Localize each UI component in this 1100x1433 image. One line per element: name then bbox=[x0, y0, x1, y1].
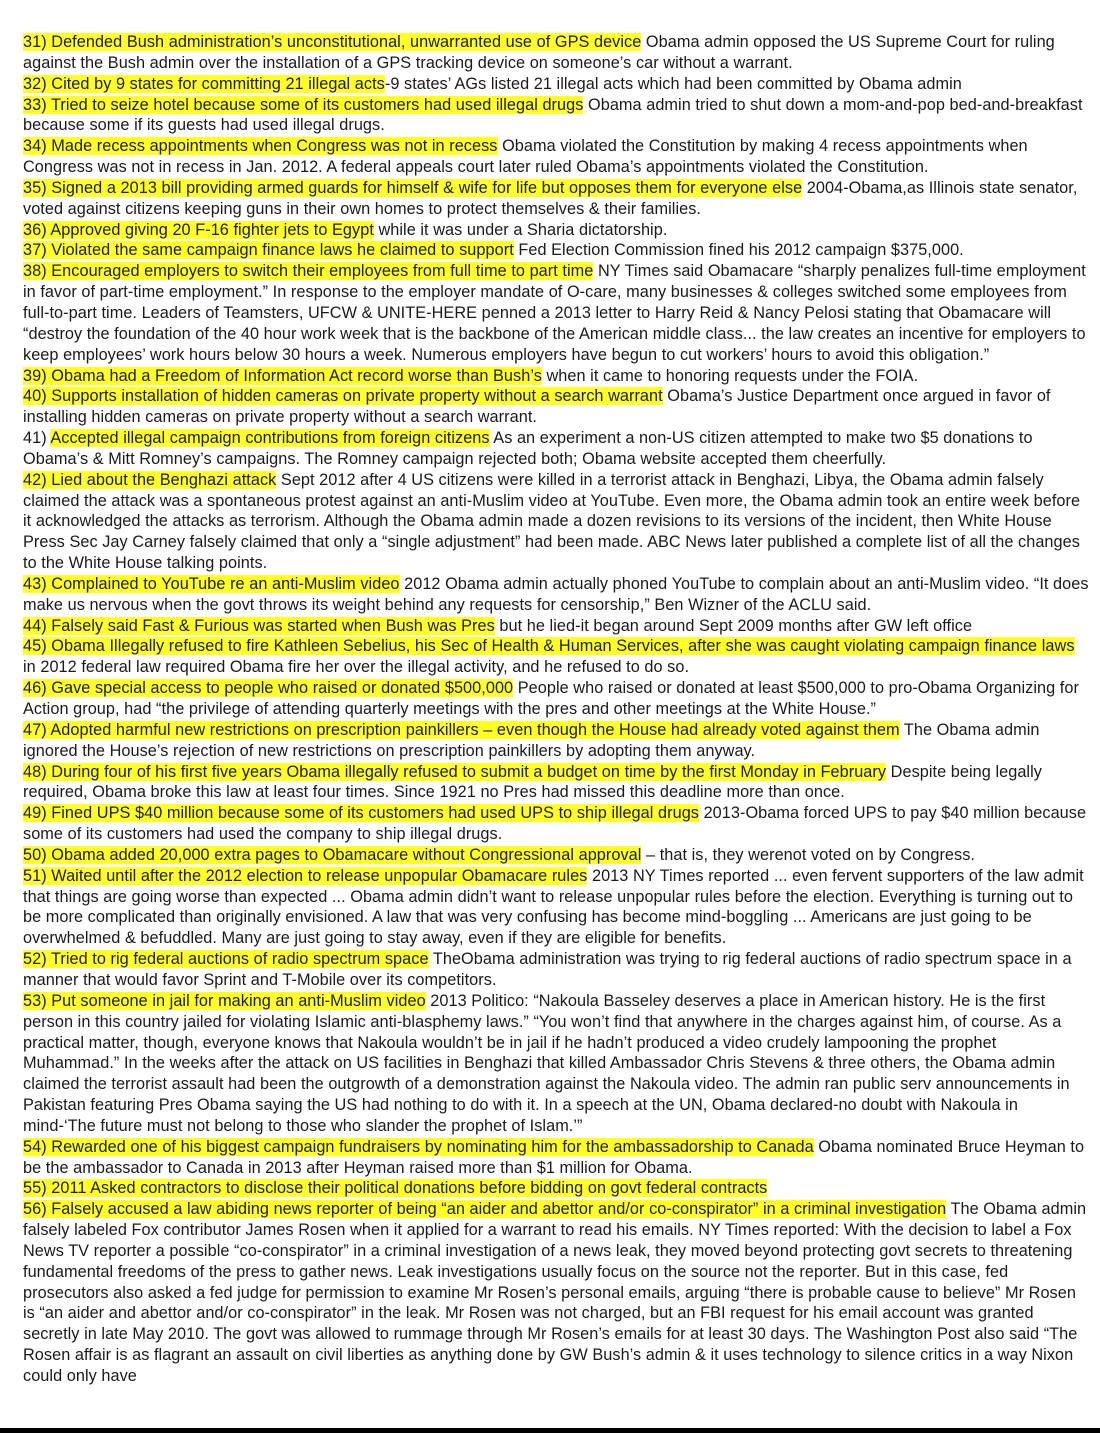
item-body-text: -9 states’ AGs listed 21 illegal acts which had been committed by Obama admin bbox=[384, 74, 962, 93]
item-body-text: Obama admin opposed the US Supreme Court for ruling against the Bush admin over the installation of a GPS tracking device on someone’s car without a warrant. bbox=[23, 33, 1055, 72]
item-headline-highlight: 52) Tried to rig federal auctions of radio spectrum space bbox=[23, 950, 429, 969]
item-headline-highlight: 45) Obama Illegally refused to fire Kathleen Sebelius, his Sec of Health & Human Services, after she was caught violating campaign finance laws bbox=[23, 637, 1075, 656]
list-item bbox=[23, 470, 1089, 574]
item-body-text: – that is, they werenot voted on by Congress. bbox=[641, 845, 975, 864]
item-body-text: while it was under a Sharia dictatorship. bbox=[373, 220, 668, 239]
list-item bbox=[23, 220, 1089, 241]
item-headline-highlight: 31) Defended Bush administration’s unconstitutional, unwarranted use of GPS device bbox=[23, 33, 642, 51]
item-body-text: 2004-Obama,as Illinois state senator, voted against citizens keeping guns in their own homes to protect themselves & their families. bbox=[23, 178, 1078, 218]
item-headline-highlight: 37) Violated the same campaign finance laws he claimed to support bbox=[23, 241, 514, 260]
item-headline-highlight: 46) Gave special access to people who raised or donated $500,000 bbox=[23, 679, 514, 698]
item-body-text: in 2012 federal law required Obama fire her over the illegal activity, and he refused to do so. bbox=[23, 658, 690, 677]
item-body-text: People who raised or donated at least $500,000 to pro-Obama Organizing for Action group, had “the privilege of attending quarterly meetings with the pres and other meetings at the White House.” bbox=[23, 679, 1079, 718]
list-item bbox=[23, 949, 1089, 991]
list-item bbox=[23, 178, 1089, 220]
list-item bbox=[23, 261, 1089, 365]
item-body-text: As an experiment a non-US citizen attempted to make two $5 donations to Obama’s & Mitt Romney’s campaigns. The Romney campaign rejected both; Obama website accepted them cheerfully. bbox=[23, 429, 1033, 468]
list-item bbox=[23, 720, 1089, 762]
list-item bbox=[23, 1199, 1089, 1387]
item-body-text: Fed Election Commission fined his 2012 campaign $375,000. bbox=[513, 241, 964, 260]
bottom-border bbox=[0, 1428, 1100, 1433]
item-body-text: 2013-Obama forced UPS to pay $40 million because some of its customers had used the company to ship illegal drugs. bbox=[23, 804, 1087, 844]
item-body-text: TheObama administration was trying to rig federal auctions of radio spectrum space in a manner that would favor Sprint and T-Mobile over its competitors. bbox=[23, 950, 1072, 989]
list-item bbox=[23, 428, 1089, 470]
item-headline-highlight: 34) Made recess appointments when Congress was not in recess bbox=[23, 137, 498, 156]
item-body-text: Obama violated the Constitution by making 4 recess appointments when Congress was not in recess in Jan. 2012. A federal appeals court later ruled Obama’s appointments violated the Constitution. bbox=[23, 137, 1028, 177]
item-headline-highlight: Accepted illegal campaign contributions from foreign citizens bbox=[50, 429, 490, 448]
item-headline-highlight: 48) During four of his first five years Obama illegally refused to submit a budget on time by the first Monday in February bbox=[23, 762, 887, 781]
item-headline-highlight: 55) 2011 Asked contractors to disclose their political donations before bidding on govt federal contracts bbox=[23, 1179, 768, 1198]
list-item bbox=[23, 240, 1089, 261]
item-body-text: NY Times said Obamacare “sharply penalizes full-time employment in favor of part-time employment.” In response to the employer mandate of O-care, many businesses & colleges switched some employees from full-to-part time. Leaders of Teamsters, UFCW & UNITE-HERE penned a 2013 letter to Harry Reid & Nancy Pelosi stating that Obamacare will “destroy the foundation of the 40 hour work week that is the backbone of the American middle class... the law creates an incentive for employers to keep employees’ work hours below 30 hours a week. Numerous employers have begun to cut workers’ hours to avoid this obligation.” bbox=[23, 262, 1086, 364]
list-item bbox=[23, 136, 1089, 178]
list-item bbox=[23, 74, 1089, 95]
item-body-text: The Obama admin ignored the House’s rejection of new restrictions on prescription painkillers by adopting them anyway. bbox=[23, 720, 1040, 760]
item-headline-highlight: 43) Complained to YouTube re an anti-Muslim video bbox=[23, 574, 400, 593]
item-headline-highlight: 53) Put someone in jail for making an anti-Muslim video bbox=[23, 991, 426, 1010]
item-headline-highlight: 40) Supports installation of hidden cameras on private property without a search warrant bbox=[23, 387, 663, 406]
item-body-text: Despite being legally required, Obama broke this law at least four times. Since 1921 no Pres had missed this deadline more than once. bbox=[23, 762, 1042, 802]
list-item bbox=[23, 32, 1089, 74]
item-body-text: but he lied-it began around Sept 2009 months after GW left office bbox=[494, 616, 973, 635]
list-item bbox=[23, 95, 1089, 137]
item-body-text: Obama admin tried to shut down a mom-and-pop bed-and-breakfast because some if its guests had used illegal drugs. bbox=[23, 95, 1083, 135]
document-body bbox=[23, 32, 1089, 1387]
item-headline-highlight: 49) Fined UPS $40 million because some of its customers had used UPS to ship illegal drugs bbox=[23, 804, 699, 823]
item-headline-highlight: 51) Waited until after the 2012 election to release unpopular Obamacare rules bbox=[23, 866, 588, 885]
item-body-text: 2013 Politico: “Nakoula Basseley deserves a place in American history. He is the first person in this country jailed for violating Islamic anti-blasphemy laws.” “You won’t find that anywhere in the charges against him, of course. As a practical matter, though, everyone knows that Nakoula wouldn’t be in jail if he hadn’t produced a video crudely lampooning the prophet Muhammad.” In the weeks after the attack on US facilities in Benghazi that killed Ambassador Chris Stevens & three others, the Obama admin claimed the terrorist assault had been the outgrowth of a demonstration against the Nakoula video. The admin ran public serv announcements in Pakistan featuring Pres Obama saying the US had nothing to do with it. In a speech at the UN, Obama declared-no doubt with Nakoula in mind-‘The future must not belong to those who slander the prophet of Islam.’” bbox=[23, 991, 1070, 1135]
item-headline-highlight: 38) Encouraged employers to switch their employees from full time to part time bbox=[23, 262, 594, 281]
item-headline-highlight: 44) Falsely said Fast & Furious was started when Bush was Pres bbox=[23, 616, 495, 635]
list-item bbox=[23, 866, 1089, 949]
item-headline-highlight: 56) Falsely accused a law abiding news reporter of being “an aider and abettor and/or co-conspirator” in a criminal investigation bbox=[23, 1200, 947, 1219]
item-headline-highlight: 42) Lied about the Benghazi attack bbox=[23, 470, 277, 489]
item-headline-highlight: 32) Cited by 9 states for committing 21 illegal acts bbox=[23, 74, 385, 93]
list-item bbox=[23, 366, 1089, 387]
item-body-text: 2013 NY Times reported ... even fervent supporters of the law admit that things are going worse than expected ... Obama admin didn’t want to release unpopular rules before the election. Everything is turning out to be more complicated than originally envisioned. A law that was very confusing has become mind-boggling ... Americans are just going to be overwhelmed & befuddled. Many are just going to stay away, even if they are eligible for benefits. bbox=[23, 866, 1084, 948]
item-body-text: Obama nominated Bruce Heyman to be the ambassador to Canada in 2013 after Heyman raised more than $1 million for Obama. bbox=[23, 1137, 1085, 1177]
item-headline-highlight: 54) Rewarded one of his biggest campaign fundraisers by nominating him for the ambassadorship to Canada bbox=[23, 1137, 814, 1156]
item-body-text: 2012 Obama admin actually phoned YouTube to complain about an anti-Muslim video. “It does make us nervous when the govt throws its weight behind any requests for censorship,” Ben Wizner of the ACLU said. bbox=[23, 574, 1089, 614]
item-headline-highlight: 39) Obama had a Freedom of Information Act record worse than Bush’s bbox=[23, 366, 542, 385]
item-headline-highlight: 47) Adopted harmful new restrictions on prescription painkillers – even though the House had already voted against them bbox=[23, 720, 900, 739]
list-item bbox=[23, 762, 1089, 804]
list-item bbox=[23, 616, 1089, 637]
item-body-text: Sept 2012 after 4 US citizens were killed in a terrorist attack in Benghazi, Libya, the Obama admin falsely claimed the attack was a spontaneous protest against an anti-Muslim video at YouTube. Even more, the Obama admin took an entire week before it acknowledged the attacks as terrorism. Although the Obama admin made a dozen revisions to its versions of the incident, then White House Press Sec Jay Carney falsely claimed that only a “single adjustment” had been made. ABC News later published a complete list of all the changes to the White House talking points. bbox=[23, 470, 1081, 573]
item-body-text: when it came to honoring requests under the FOIA. bbox=[541, 366, 919, 385]
item-body-text: Obama’s Justice Department once argued in favor of installing hidden cameras on private property without a search warrant. bbox=[23, 387, 1051, 427]
list-item bbox=[23, 678, 1089, 720]
list-item bbox=[23, 386, 1089, 428]
item-headline-highlight: 36) Approved giving 20 F-16 fighter jets to Egypt bbox=[23, 220, 374, 239]
list-item bbox=[23, 845, 1089, 866]
list-item bbox=[23, 574, 1089, 616]
list-item bbox=[23, 803, 1089, 845]
list-item bbox=[23, 636, 1089, 678]
item-headline-highlight: 35) Signed a 2013 bill providing armed guards for himself & wife for life but opposes them for everyone else bbox=[23, 178, 803, 197]
list-item bbox=[23, 991, 1089, 1137]
item-body-text: The Obama admin falsely labeled Fox contributor James Rosen when it applied for a warrant to read his emails. NY Times reported: With the decision to label a Fox News TV reporter a possible “co-conspirator” in a criminal investigation of a news leak, they moved beyond protecting govt secrets to threatening fundamental freedoms of the press to gather news. Leak investigations usually focus on the source not the reporter. But in this case, fed prosecutors also asked a fed judge for permission to examine Mr Rosen’s personal emails, arguing “there is probable cause to believe” Mr Rosen is “an aider and abettor and/or co-conspirator” in the leak. Mr Rosen was not charged, but an FBI request for his email account was granted secretly in late May 2010. The govt was allowed to rummage through Mr Rosen’s emails for at least 30 days. The Washington Post also said “The Rosen affair is as flagrant an assault on civil liberties as anything done by GW Bush’s admin & it uses technology to silence critics in a way Nixon could only have bbox=[23, 1200, 1087, 1385]
item-headline-highlight: 50) Obama added 20,000 extra pages to Obamacare without Congressional approval bbox=[23, 845, 642, 864]
item-headline-highlight: 33) Tried to seize hotel because some of its customers had used illegal drugs bbox=[23, 95, 584, 114]
list-item bbox=[23, 1178, 1089, 1199]
item-number: 41) bbox=[23, 429, 51, 448]
list-item bbox=[23, 1137, 1089, 1179]
